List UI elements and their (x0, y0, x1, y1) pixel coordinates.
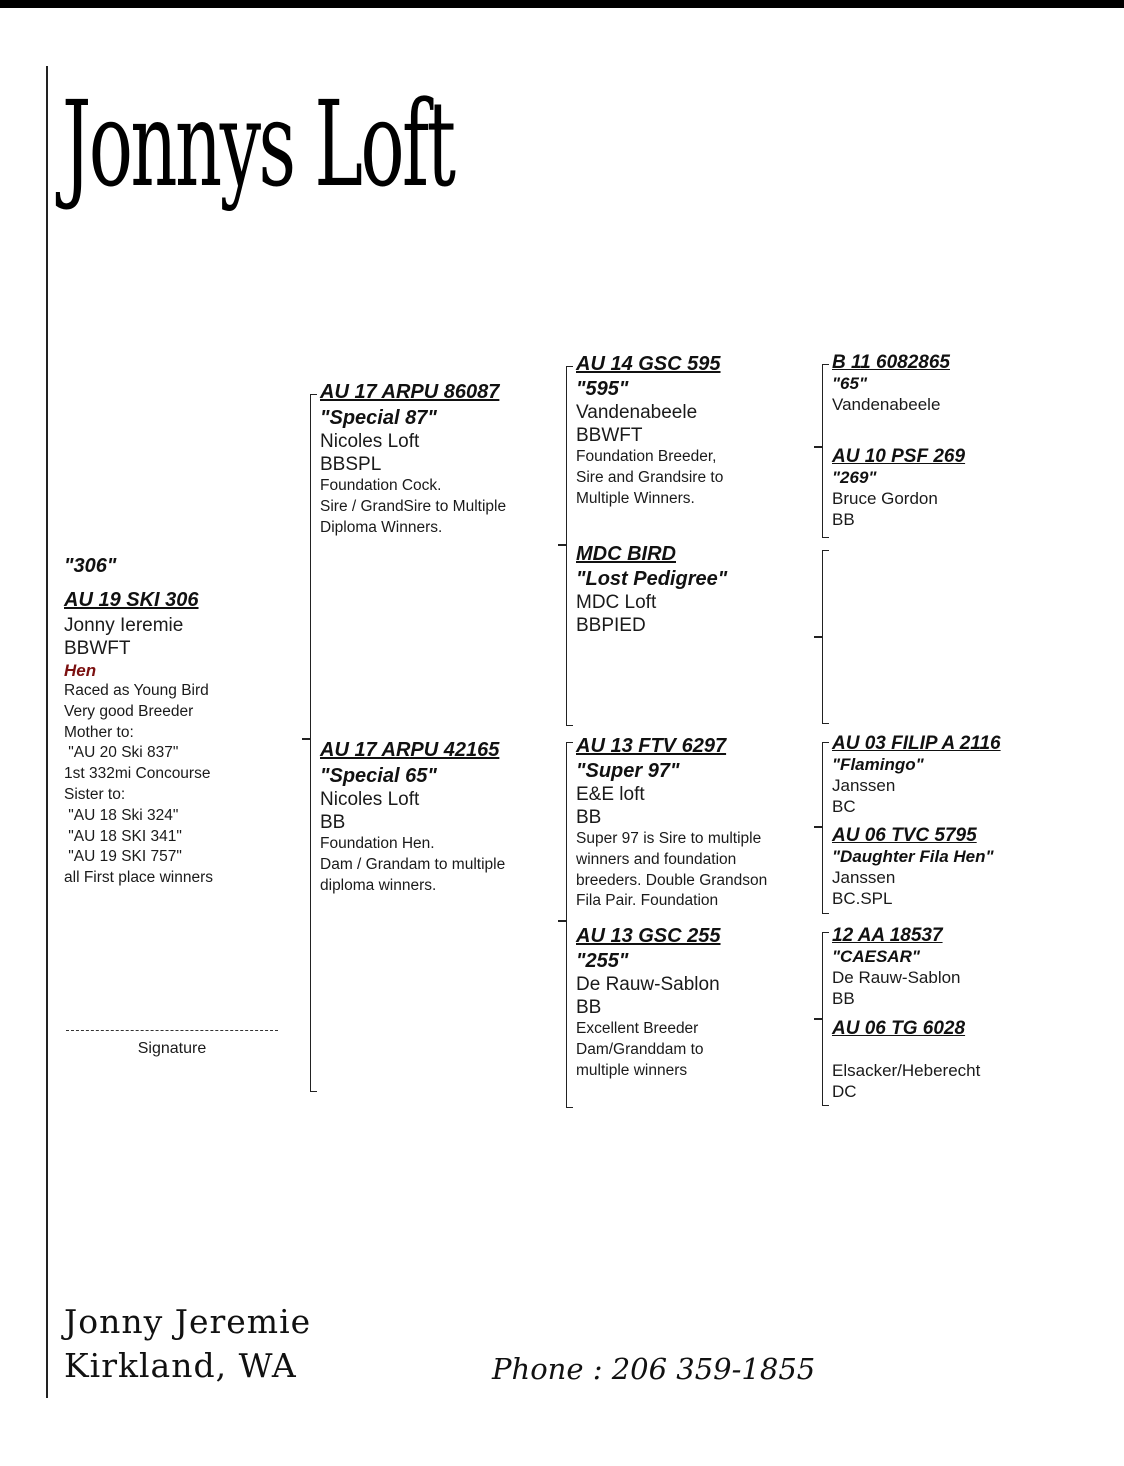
gen3-sss-nickname: "65" (832, 374, 868, 393)
sire-parents-bracket (566, 366, 573, 726)
gen3-sss-ring: B 11 6082865 (832, 352, 950, 373)
gen3-dss-owner: Janssen (832, 776, 896, 795)
dam-parents-bracket (566, 742, 573, 1108)
gen3-tick-2 (814, 636, 822, 638)
gen3-ddd-ring: AU 06 TG 6028 (832, 1018, 966, 1039)
gen3-ssd-owner: Bruce Gordon (832, 489, 938, 508)
footer-phone: Phone : 206 359-1855 (492, 1352, 816, 1386)
gen3-dsd-color: BC.SPL (832, 889, 893, 908)
gen3-ssd-color: BB (832, 510, 855, 529)
gen3-ddd-owner: Elsacker/Heberecht (832, 1061, 981, 1080)
dam: AU 17 ARPU 42165 "Special 65" Nicoles Loft BB Foundation Hen. Dam / Grandam to multiple diploma winners. (320, 739, 506, 894)
subject-nickname: "306" (64, 555, 117, 577)
dam-dam-color: BB (576, 997, 602, 1018)
sire-dam-nickname: "Lost Pedigree" (576, 568, 728, 590)
dam-dam-ring: AU 13 GSC 255 (576, 925, 721, 947)
gen3-dds (832, 925, 961, 1009)
dam-nickname: "Special 65" (320, 765, 437, 787)
sire: AU 17 ARPU 86087 "Special 87" Nicoles Loft BBSPL Foundation Cock. Sire / GrandSire to Multiple Diploma Winners. (320, 381, 507, 536)
gen3-dss-ring: AU 03 FILIP A 2116 (832, 733, 1001, 754)
sire-dam (576, 542, 727, 637)
gen3-dds-owner: De Rauw-Sablon (832, 968, 961, 987)
sire-owner: Nicoles Loft (320, 431, 420, 452)
subject-color: BBWFT (64, 638, 131, 659)
sire-ring: AU 17 ARPU 86087 (320, 381, 500, 403)
dam-sire-nickname: "Super 97" (576, 760, 680, 782)
gen3-dsd-owner: Janssen (832, 868, 896, 887)
dam-parents-tick (558, 920, 566, 922)
top-border (0, 0, 1124, 8)
sire-color: BBSPL (320, 454, 382, 475)
signature-label: Signature (137, 1040, 207, 1057)
subject-sex: Hen (64, 661, 97, 680)
footer-name: Jonny Jeremie (64, 1302, 312, 1341)
dam-sire-color: BB (576, 807, 602, 828)
gen3-dds-color: BB (832, 989, 855, 1008)
loft-title: Jonnys Loft (62, 75, 454, 213)
gen3-tick-1 (814, 446, 822, 448)
dam-sire: AU 13 FTV 6297 "Super 97" E&E loft BB Super 97 is Sire to multiple winners and foundation breeders. Double Grandson Fila Pair. Foundation (576, 735, 768, 910)
gen3-ssd (832, 446, 965, 530)
left-margin-rule (46, 66, 48, 1398)
gen3-dss (832, 733, 1001, 817)
gen3-bracket-3 (822, 742, 829, 914)
signature-line (66, 1030, 278, 1031)
gen3-tick-4 (814, 1018, 822, 1020)
gen3-tick-3 (814, 826, 822, 828)
subject-ring: AU 19 SKI 306 (64, 589, 199, 611)
gen3-ssd-ring: AU 10 PSF 269 (832, 446, 966, 467)
dam-dam: AU 13 GSC 255 "255" De Rauw-Sablon BB Excellent Breeder Dam/Granddam to multiple winners (576, 925, 721, 1079)
sire-dam-owner: MDC Loft (576, 592, 657, 613)
gen3-bracket-2 (822, 550, 829, 724)
dam-owner: Nicoles Loft (320, 789, 420, 810)
gen3-dss-color: BC (832, 797, 856, 816)
sire-sire-ring: AU 14 GSC 595 (576, 353, 721, 375)
gen3-ddd (832, 1018, 980, 1102)
sire-sire-color: BBWFT (576, 425, 643, 446)
dam-sire-ring: AU 13 FTV 6297 (576, 735, 727, 757)
footer-city: Kirkland, WA (64, 1346, 297, 1385)
gen3-dds-nickname: "CAESAR" (832, 947, 920, 966)
parents-bracket (310, 394, 317, 1092)
gen3-sss-owner: Vandenabeele (832, 395, 941, 414)
gen3-dsd (832, 825, 994, 909)
gen3-dss-nickname: "Flamingo" (832, 755, 924, 774)
dam-dam-nickname: "255" (576, 950, 629, 972)
gen3-dsd-nickname: "Daughter Fila Hen" (832, 847, 994, 866)
sire-sire-owner: Vandenabeele (576, 402, 698, 423)
sire-sire: AU 14 GSC 595 "595" Vandenabeele BBWFT Foundation Breeder, Sire and Grandsire to Multiple Winners. (576, 353, 724, 507)
gen3-ddd-color: DC (832, 1082, 857, 1101)
sire-dam-color: BBPIED (576, 615, 646, 636)
subject-notes: Raced as Young Bird Very good Breeder Mother to: "AU 20 Ski 837" 1st 332mi Concourse Sister to: "AU 18 Ski 324" "AU 18 SKI 341" "AU 19 SKI 757" all First place winners (64, 682, 214, 887)
gen3-bracket-4 (822, 932, 829, 1106)
gen3-sss (832, 352, 950, 415)
gen3-dsd-ring: AU 06 TVC 5795 (832, 825, 977, 846)
dam-color: BB (320, 812, 346, 833)
gen3-dds-ring: 12 AA 18537 (832, 925, 943, 946)
sire-dam-ring: MDC BIRD (576, 543, 676, 565)
gen3-bracket-1 (822, 364, 829, 538)
subject-bird (64, 554, 213, 889)
dam-sire-owner: E&E loft (576, 784, 645, 805)
dam-dam-owner: De Rauw-Sablon (576, 974, 720, 995)
sire-sire-nickname: "595" (576, 378, 629, 400)
sire-parents-tick (558, 544, 566, 546)
parents-bracket-tick (302, 738, 310, 740)
subject-owner: Jonny Ieremie (64, 615, 184, 636)
gen3-ssd-nickname: "269" (832, 468, 877, 487)
sire-nickname: "Special 87" (320, 407, 437, 429)
dam-ring: AU 17 ARPU 42165 (320, 739, 500, 761)
